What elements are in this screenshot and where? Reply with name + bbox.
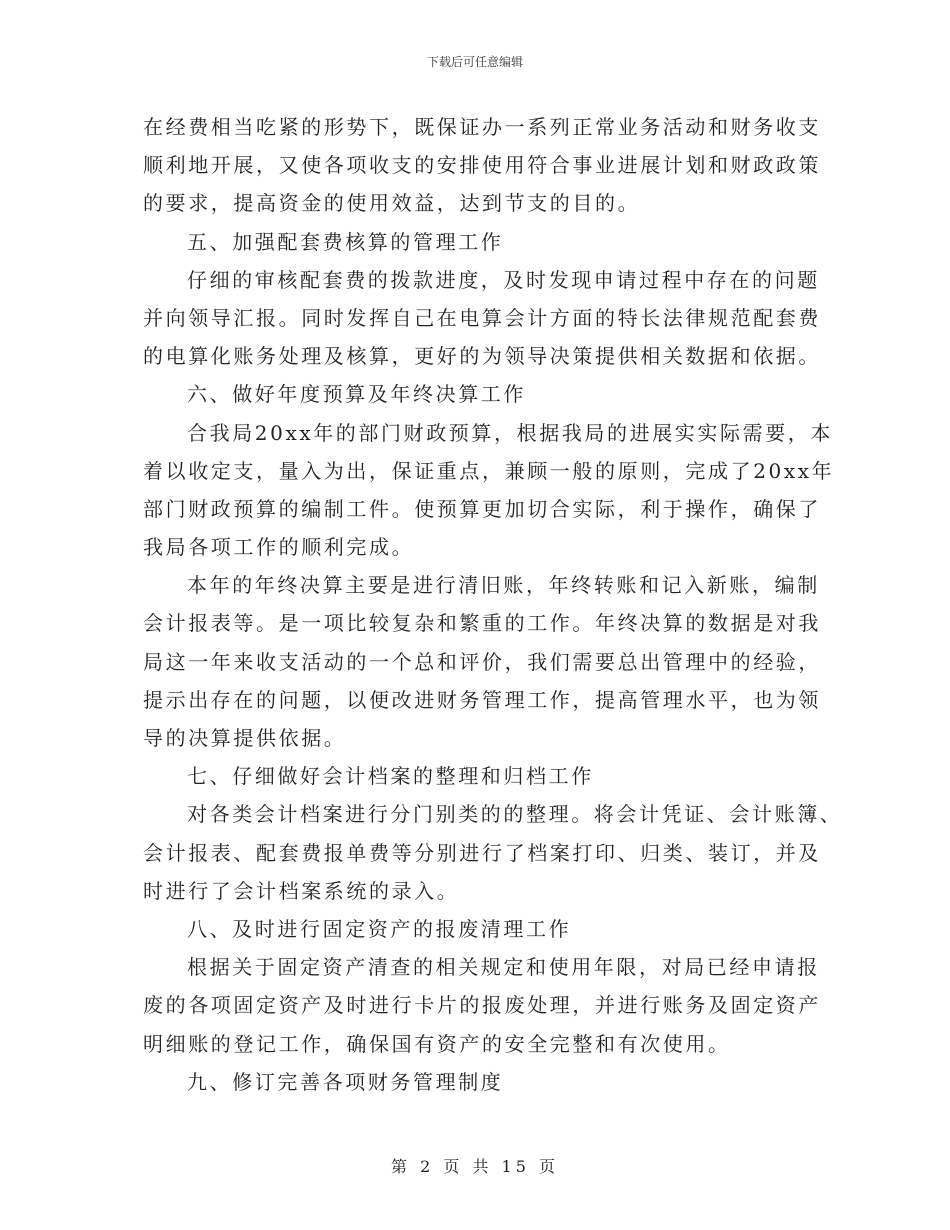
text-line: 八、及时进行固定资产的报废清理工作 [187, 916, 572, 941]
text-line: 并向领导汇报。同时发挥自己在电算会计方面的特长法律规范配套费 [143, 305, 821, 330]
text-line: 着以收定支，量入为出，保证重点，兼顾一般的原则，完成了20xx年 [143, 458, 835, 483]
text-line: 五、加强配套费核算的管理工作 [187, 229, 504, 254]
text-line: 合我局20xx年的部门财政预算，根据我局的进展实实际需要，本 [187, 420, 834, 445]
text-line: 提示出存在的问题，以便改进财务管理工作，提高管理水平，也为领 [143, 687, 821, 712]
text-line: 六、做好年度预算及年终决算工作 [187, 382, 526, 407]
text-line: 我局各项工作的顺利完成。 [143, 535, 415, 560]
text-line: 顺利地开展，又使各项收支的安排使用符合事业进展计划和财政政策 [143, 153, 821, 178]
page-number-footer: 第 2 页 共 15 页 [391, 1157, 559, 1176]
text-line: 明细账的登记工作，确保国有资产的安全完整和有次使用。 [143, 1031, 731, 1056]
text-line: 废的各项固定资产及时进行卡片的报废处理，并进行账务及固定资产 [143, 993, 821, 1018]
text-line: 局这一年来收支活动的一个总和评价，我们需要总出管理中的经验， [143, 649, 821, 674]
text-line: 七、仔细做好会计档案的整理和归档工作 [187, 764, 594, 789]
text-line: 根据关于固定资产清查的相关规定和使用年限，对局已经申请报 [187, 955, 820, 980]
text-line: 导的决算提供依据。 [143, 726, 347, 750]
text-line: 的要求，提高资金的使用效益，达到节支的目的。 [143, 191, 641, 216]
text-line: 在经费相当吃紧的形势下，既保证办一系列正常业务活动和财务收支 [143, 115, 821, 139]
page-header: 下载后可任意编辑 [426, 55, 523, 69]
document-body [143, 108, 843, 1101]
text-line: 时进行了会计档案系统的录入。 [143, 878, 460, 903]
text-line: 会计报表、配套费报单费等分别进行了档案打印、归类、装订，并及 [143, 840, 821, 865]
text-line: 对各类会计档案进行分门别类的的整理。将会计凭证、会计账簿、 [187, 802, 843, 827]
text-line: 本年的年终决算主要是进行清旧账，年终转账和记入新账，编制 [187, 573, 820, 598]
text-line: 九、修订完善各项财务管理制度 [187, 1069, 504, 1094]
text-line: 部门财政预算的编制工件。使预算更加切合实际，利于操作，确保了 [143, 496, 821, 521]
text-line: 会计报表等。是一项比较复杂和繁重的工作。年终决算的数据是对我 [143, 611, 821, 636]
text-line: 仔细的审核配套费的拨款进度，及时发现申请过程中存在的问题 [187, 267, 820, 292]
text-line: 的电算化账务处理及核算，更好的为领导决策提供相关数据和依据。 [143, 344, 821, 369]
